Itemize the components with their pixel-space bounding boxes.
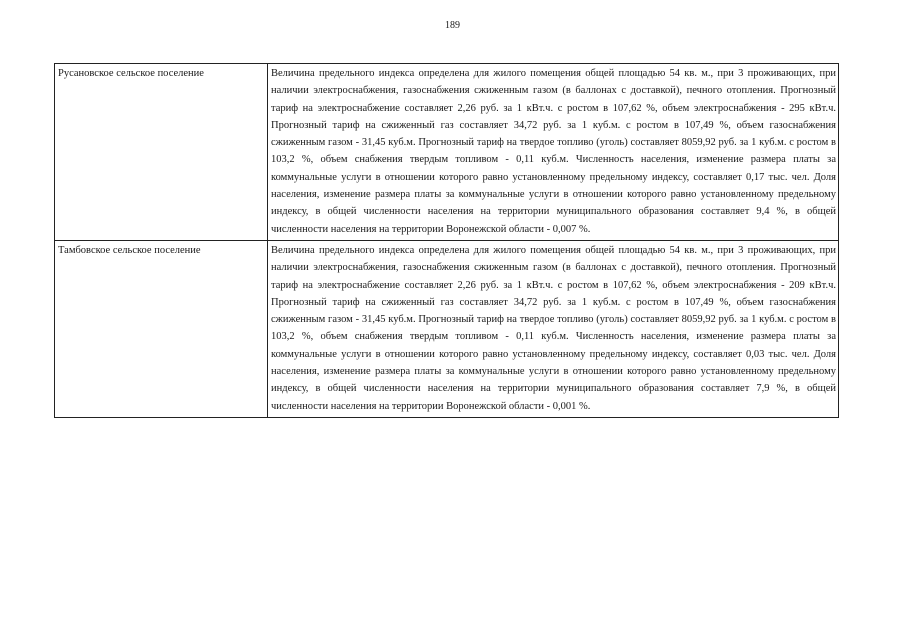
page-number: 189: [445, 20, 460, 31]
settlement-name-cell: Русановское сельское поселение: [55, 64, 268, 241]
settlement-description-cell: Величина предельного индекса определена для жилого помещения общей площадью 54 кв. м., при 3 проживающих, при наличии электроснабжения, газоснабжения сжиженным газом (в баллонах с доставкой), печного отопления. Прогнозный тариф на электроснабжение составляет 2,26 руб. за 1 кВт.ч. с ростом в 107,62 %, объем электроснабжения - 209 кВт.ч. Прогнозный тариф на сжиженный газ составляет 34,72 руб. за 1 куб.м. с ростом в 107,49 %, объем газоснабжения сжиженным газом - 31,45 куб.м. Прогнозный тариф на твердое топливо (уголь) составляет 8059,92 руб. за 1 куб.м. с ростом в 103,2 %, объем снабжения твердым топливом - 0,11 куб.м. Численность населения, изменение размера платы за коммунальные услуги в отношении которого равно установленному предельному индексу, составляет 0,03 тыс. чел. Доля населения, изменение размера платы за коммунальные услуги в отношении которого равно установленному предельному индексу, в общей численности населения на территории муниципального образования составляет 7,9 %, в общей численности населения на территории Воронежской области - 0,001 %.: [268, 240, 839, 417]
settlement-name-cell: Тамбовское сельское поселение: [55, 240, 268, 417]
settlement-description-cell: Величина предельного индекса определена для жилого помещения общей площадью 54 кв. м., при 3 проживающих, при наличии электроснабжения, газоснабжения сжиженным газом (в баллонах с доставкой), печного отопления. Прогнозный тариф на электроснабжение составляет 2,26 руб. за 1 кВт.ч. с ростом в 107,62 %, объем электроснабжения - 295 кВт.ч. Прогнозный тариф на сжиженный газ составляет 34,72 руб. за 1 куб.м. с ростом в 107,49 %, объем газоснабжения сжиженным газом - 31,45 куб.м. Прогнозный тариф на твердое топливо (уголь) составляет 8059,92 руб. за 1 куб.м. с ростом в 103,2 %, объем снабжения твердым топливом - 0,11 куб.м. Численность населения, изменение размера платы за коммунальные услуги в отношении которого равно установленному предельному индексу, составляет 0,17 тыс. чел. Доля населения, изменение размера платы за коммунальные услуги в отношении которого равно установленному предельному индексу, в общей численности населения на территории муниципального образования составляет 9,4 %, в общей численности населения на территории Воронежской области - 0,007 %.: [268, 64, 839, 241]
settlements-table: [54, 63, 839, 418]
table-row: [55, 64, 839, 241]
table-row: [55, 240, 839, 417]
